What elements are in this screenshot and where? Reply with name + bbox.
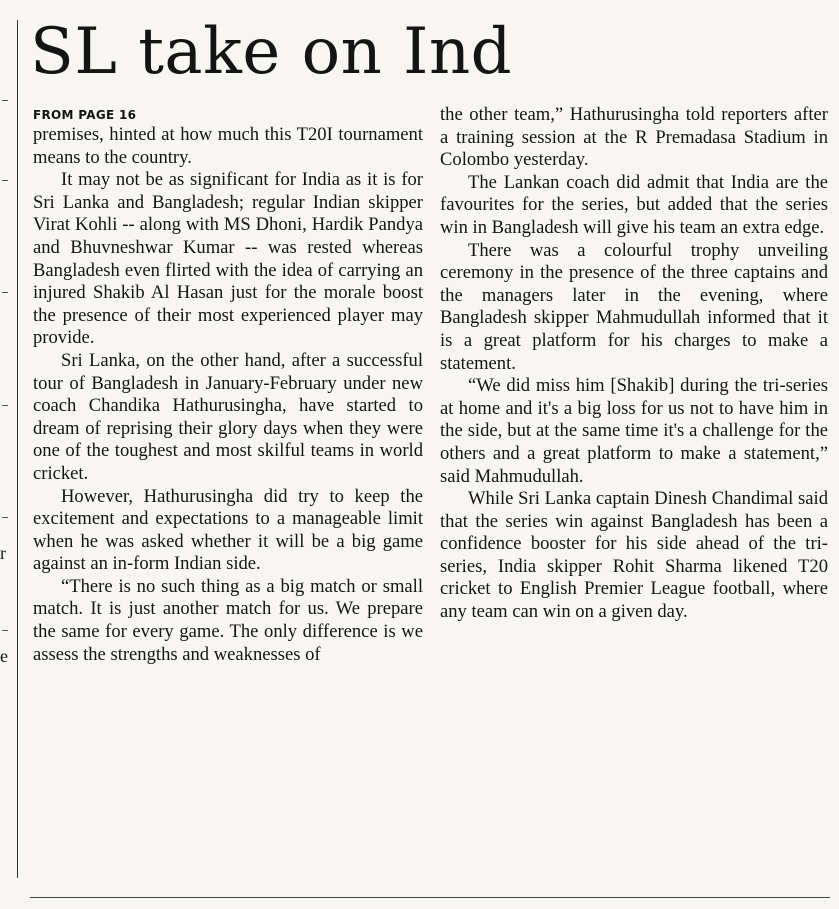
edge-tick: [2, 292, 8, 293]
article-headline: SL take on Ind: [30, 15, 513, 89]
edge-fragment-r: r: [0, 543, 6, 563]
edge-tick: [2, 100, 8, 101]
article-column-left: [33, 104, 423, 666]
article-paragraph: “There is no such thing as a big match or small match. It is just another match for us. We prepare the same for every game. The only difference is we assess the strengths and weaknesses of: [33, 575, 423, 665]
article-paragraph: “We did miss him [Shakib] during the tri-series at home and it's a big loss for us not to have him in the side, but at the same time it's a challenge for the others and a great platform to make a statement,” said Mahmudullah.: [440, 375, 828, 487]
article-paragraph: premises, hinted at how much this T20I tournament means to the country.: [33, 124, 423, 168]
edge-fragment-e: e: [0, 646, 8, 666]
article-paragraph: However, Hathurusingha did try to keep the excitement and expectations to a manageable limit when he was asked whether it will be a big game against an in-form Indian side.: [33, 485, 423, 575]
edge-tick: [2, 405, 8, 406]
article-column-right: [440, 104, 828, 624]
column-divider-rule: [17, 20, 18, 878]
article-paragraph: There was a colourful trophy unveiling ceremony in the presence of the three captains and the managers later in the evening, where Bangladesh skipper Mahmudullah informed that it is a great platform for his charges to make a statement.: [440, 239, 828, 374]
article-paragraph: While Sri Lanka captain Dinesh Chandimal said that the series win against Bangladesh has been a confidence booster for his side ahead of the tri-series, India skipper Rohit Sharma likened T20 cricket to English Premier League football, where any team can win on a given day.: [440, 488, 828, 623]
edge-tick: [2, 180, 8, 181]
article-paragraph: the other team,” Hathurusingha told reporters after a training session at the R Premadasa Stadium in Colombo yesterday.: [440, 104, 828, 171]
bottom-rule: [30, 897, 830, 898]
edge-tick: [2, 630, 8, 631]
article-paragraph: Sri Lanka, on the other hand, after a successful tour of Bangladesh in January-February under new coach Chandika Hathurusingha, have started to dream of reprising their glory days when they were one of the toughest and most skilful teams in world cricket.: [33, 349, 423, 484]
adjacent-column-edge: [0, 0, 12, 909]
continuation-kicker: FROM PAGE 16: [33, 108, 137, 122]
article-paragraph: It may not be as significant for India as it is for Sri Lanka and Bangladesh; regular Indian skipper Virat Kohli -- along with MS Dhoni, Hardik Pandya and Bhuvneshwar Kumar -- was rested whereas Bangladesh even flirted with the idea of carrying an injured Shakib Al Hasan just for the morale boost the presence of their most experienced player may provide.: [33, 169, 423, 349]
article-paragraph: The Lankan coach did admit that India are the favourites for the series, but added that the series win in Bangladesh will give his team an extra edge.: [440, 171, 828, 238]
edge-tick: [2, 517, 8, 518]
